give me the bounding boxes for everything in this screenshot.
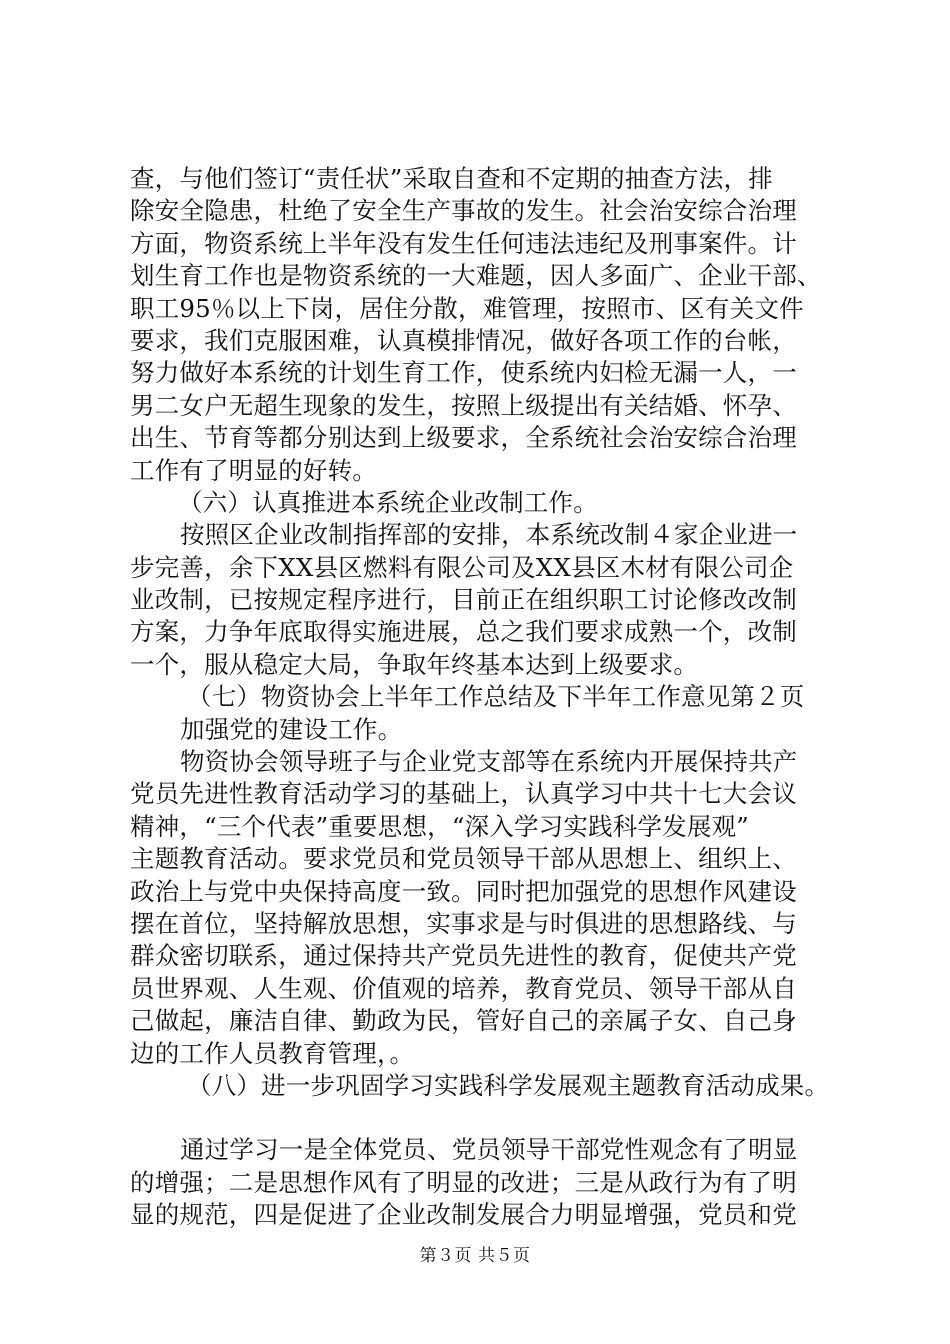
text-line: 主题教育活动。要求党员和党员领导干部从思想上、组织上、 [130,844,797,874]
text-line: 职工95％以上下岗，居住分散，难管理，按照市、区有关文件 [130,293,804,323]
text-line: 摆在首位，坚持解放思想，实事求是与时俱进的思想路线、与 [130,908,797,938]
text-line: 群众密切联系，通过保持共产党员先进性的教育，促使共产党 [130,941,797,971]
text-line: 精神，“三个代表”重要思想，“深入学习实践科学发展观” [130,811,749,841]
text-line: 的增强；二是思想作风有了明显的改进；三是从政行为有了明 [130,1167,797,1197]
text-line: 方面，物资系统上半年没有发生任何违法违纪及刑事案件。计 [130,228,797,258]
text-line: 努力做好本系统的计划生育工作，使系统内妇检无漏一人，一 [130,358,797,388]
page-number: 第３页 共５页 [419,1246,531,1266]
text-line: 查，与他们签订“责任状”采取自查和不定期的抽查方法，排 [130,164,773,193]
text-line: 划生育工作也是物资系统的一大难题，因人多面广、企业干部、 [130,261,822,291]
text-line: 要求，我们克服困难，认真模排情况，做好各项工作的台帐， [130,325,797,355]
section-heading: （六）认真推进本系统企业改制工作。 [178,487,598,517]
text-line: 方案，力争年底取得实施进展，总之我们要求成熟一个，改制 [130,617,797,647]
text-line: 出生、节育等都分别达到上级要求，全系统社会治安综合治理 [130,423,797,453]
text-line: 加强党的建设工作。 [180,714,403,744]
text-line: 工作有了明显的好转。 [130,455,377,485]
text-line: 党员先进性教育活动学习的基础上，认真学习中共十七大会议 [130,779,797,809]
text-line: 政治上与党中央保持高度一致。同时把加强党的思想作风建设 [130,876,797,906]
section-heading: （八）进一步巩固学习实践科学发展观主题教育活动成果。 [187,1070,830,1100]
text-line: 己做起，廉洁自律、勤政为民，管好自己的亲属子女、自己身 [130,1006,797,1036]
paragraph-start: 物资协会领导班子与企业党支部等在系统内开展保持共产 [180,747,798,777]
text-line: 步完善，余下XX县区燃料有限公司及XX县区木材有限公司企 [130,552,794,582]
section-heading: （七）物资协会上半年工作总结及下半年工作意见第２页 [187,682,805,712]
text-line: 业改制，已按规定程序进行，目前正在组织职工讨论修改改制 [130,585,797,615]
text-line: 除安全隐患，杜绝了安全生产事故的发生。社会治安综合治理 [130,196,797,226]
text-line: 男二女户无超生现象的发生，按照上级提出有关结婚、怀孕、 [130,390,797,420]
text-line: 边的工作人员教育管理，。 [130,1038,415,1068]
text-line: 显的规范，四是促进了企业改制发展合力明显增强，党员和党 [130,1200,797,1230]
document-body [130,163,842,1232]
page-footer [0,1245,950,1267]
paragraph-gap [130,1102,842,1134]
paragraph-start: 通过学习一是全体党员、党员领导干部党性观念有了明显 [180,1135,798,1165]
text-line: 一个，服从稳定大局，争取年终基本达到上级要求。 [130,649,699,679]
text-line: 员世界观、人生观、价值观的培养，教育党员、领导干部从自 [130,973,797,1003]
paragraph-start: 按照区企业改制指挥部的安排，本系统改制４家企业进一 [180,520,798,550]
